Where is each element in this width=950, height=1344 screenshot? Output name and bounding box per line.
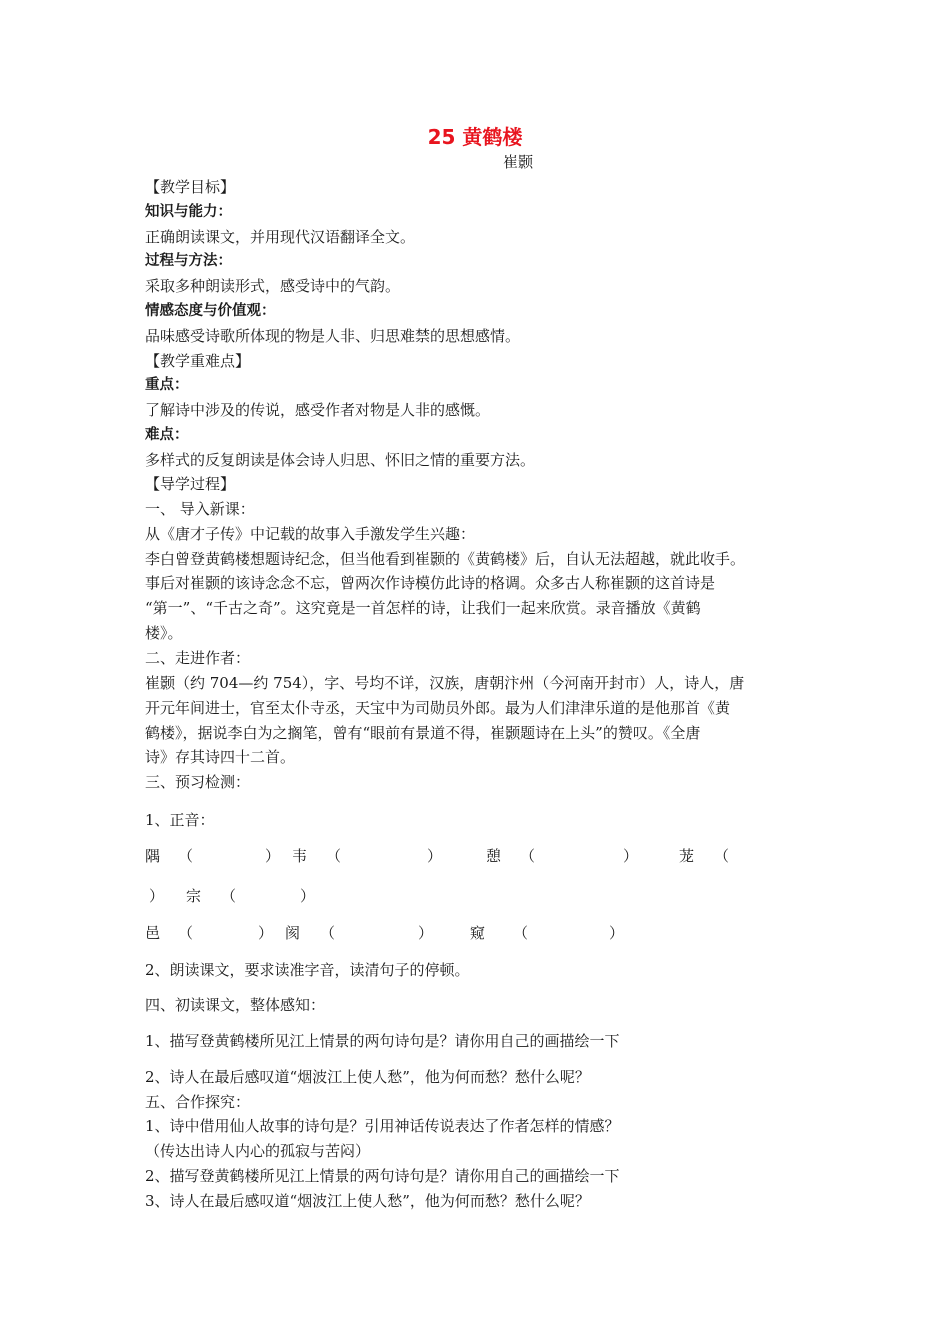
paragraph: 2、诗人在最后感叹道“烟波江上使人愁”，他为何而愁？愁什么呢？ [145,1068,590,1086]
pinyin-paren: （ [513,924,529,942]
pinyin-paren: （ [320,924,336,942]
pinyin-char: 憩 [486,847,502,865]
pinyin-char: 窥 [470,924,486,942]
pinyin-paren: （ [221,887,237,905]
paragraph: 鹤楼》，据说李白为之搁笔，曾有“眼前有景道不得，崔颢题诗在上头”的赞叹。《全唐 [145,724,701,742]
pinyin-paren: ） [300,887,316,905]
paragraph: 三、预习检测： [145,773,251,791]
section-heading: 【教学重难点】 [145,352,251,370]
pinyin-paren: ） [609,924,625,942]
paragraph: 五、合作探究： [145,1093,251,1111]
pinyin-char: 宗 [186,887,202,905]
paragraph: （传达出诗人内心的孤寂与苦闷） [145,1142,371,1160]
subheading: 情感态度与价值观： [145,303,276,319]
paragraph: 崔颢（约 704—约 754），字、号均不详，汉族，唐朝汴州（今河南开封市）人，诗人，唐 [145,674,745,692]
paragraph: 正确朗读课文，并用现代汉语翻译全文。 [145,228,416,246]
paragraph: “第一”、“千古之奇”。这究竟是一首怎样的诗，让我们一起来欣赏。录音播放《黄鹤 [145,599,701,617]
paragraph: 多样式的反复朗读是体会诗人归思、怀旧之情的重要方法。 [145,451,536,469]
paragraph: 2、描写登黄鹤楼所见江上情景的两句诗句是？请你用自己的画描绘一下 [145,1167,620,1185]
paragraph: 诗》存其诗四十二首。 [145,748,296,766]
author-name: 崔颢 [503,153,534,171]
section-heading: 【教学目标】 [145,178,236,196]
paragraph: 四、初读课文，整体感知： [145,996,326,1014]
pinyin-paren: ） [265,847,281,865]
paragraph: 采取多种朗读形式，感受诗中的气韵。 [145,277,401,295]
subheading: 难点： [145,427,189,443]
pinyin-paren: （ [178,847,194,865]
paragraph: 了解诗中涉及的传说，感受作者对物是人非的感慨。 [145,401,491,419]
paragraph: 李白曾登黄鹤楼想题诗纪念，但当他看到崔颢的《黄鹤楼》后，自认无法超越，就此收手。 [145,550,746,568]
pinyin-paren: ） [418,924,434,942]
subheading: 重点： [145,377,189,393]
pinyin-char: 韦 [292,847,308,865]
paragraph: 从《唐才子传》中记载的故事入手激发学生兴趣： [145,525,476,543]
pinyin-paren: ） [427,847,443,865]
paragraph: 3、诗人在最后感叹道“烟波江上使人愁”，他为何而愁？愁什么呢？ [145,1192,590,1210]
pinyin-paren: （ [520,847,536,865]
paragraph: 1、正音： [145,811,215,829]
page-title: 25 黄鹤楼 [427,125,523,149]
pinyin-char: 阂 [285,924,301,942]
pinyin-paren: ） [623,847,639,865]
pinyin-char: 邑 [145,924,161,942]
paragraph: 一、 导入新课： [145,500,255,518]
paragraph: 事后对崔颢的该诗念念不忘，曾两次作诗模仿此诗的格调。众多古人称崔颢的这首诗是 [145,574,716,592]
pinyin-paren: ） [149,887,165,905]
paragraph: 开元年间进士，官至太仆寺丞，天宝中为司勋员外郎。最为人们津津乐道的是他那首《黄 [145,699,731,717]
paragraph: 1、诗中借用仙人故事的诗句是？引用神话传说表达了作者怎样的情感？ [145,1117,620,1135]
paragraph: 2、朗读课文，要求读准字音，读清句子的停顿。 [145,961,470,979]
pinyin-paren: （ [326,847,342,865]
paragraph: 楼》。 [145,624,183,642]
section-heading: 【导学过程】 [145,475,236,493]
subheading: 知识与能力： [145,204,232,220]
pinyin-char: 茏 [679,847,695,865]
pinyin-paren: （ [178,924,194,942]
paragraph: 二、走进作者： [145,649,251,667]
pinyin-char: 隅 [145,847,161,865]
pinyin-paren: （ [714,847,730,865]
paragraph: 1、描写登黄鹤楼所见江上情景的两句诗句是？请你用自己的画描绘一下 [145,1032,620,1050]
paragraph: 品味感受诗歌所体现的物是人非、归思难禁的思想感情。 [145,327,521,345]
pinyin-paren: ） [258,924,274,942]
subheading: 过程与方法： [145,253,232,269]
